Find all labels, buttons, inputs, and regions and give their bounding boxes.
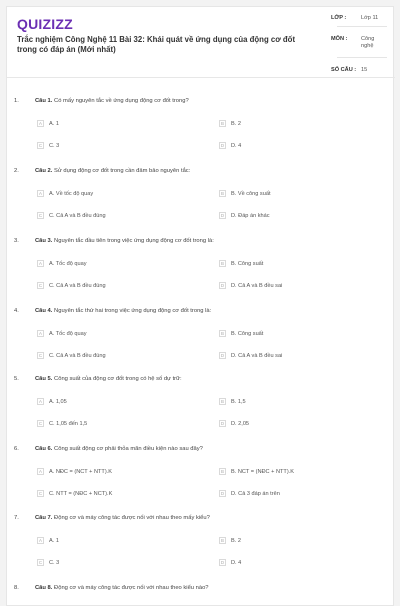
question-text — [35, 585, 209, 591]
option-text: C. Cả A và B đều đúng — [49, 352, 106, 359]
meta-lop-value: Lớp 11 — [361, 15, 379, 21]
option-a[interactable] — [37, 537, 59, 544]
option-text: D. Đáp án khác — [231, 212, 270, 219]
option-text: A. Về tốc độ quay — [49, 190, 94, 197]
question-body: Động cơ và máy công tác được nối với nhau theo mấy kiểu? — [54, 515, 210, 521]
option-a[interactable] — [37, 190, 93, 197]
option-text: D. Cả 3 đáp án trên — [231, 490, 280, 497]
option-d[interactable] — [219, 142, 241, 149]
option-c[interactable] — [37, 212, 106, 219]
option-text: A. 1 — [49, 537, 59, 544]
option-letter-box: D — [220, 353, 225, 358]
option-letter-box: D — [220, 143, 225, 148]
option-letter-box: D — [220, 283, 225, 288]
option-letter-box: B — [219, 398, 226, 405]
option-letter-box: A — [37, 537, 44, 544]
question-body: Nguyên tắc đầu tiên trong việc ứng dụng động cơ đốt trong là: — [54, 238, 214, 244]
option-d[interactable] — [219, 420, 249, 427]
question-number: 3. — [14, 238, 19, 244]
option-b[interactable] — [219, 260, 263, 267]
option-text: B. 1,5 — [231, 398, 246, 405]
option-letter-box: B — [219, 537, 226, 544]
option-text: B. 2 — [231, 537, 241, 544]
worksheet-title: Trắc nghiệm Công Nghệ 11 Bài 32: Khái quát về ứng dụng của động cơ đốt trong có đáp án (Mới nhất) — [17, 35, 296, 54]
option-text: A. 1 — [49, 120, 59, 127]
option-letter-box: C — [38, 491, 43, 496]
option-b[interactable] — [219, 120, 241, 127]
question-number: 2. — [14, 168, 19, 174]
option-b[interactable] — [219, 537, 241, 544]
option-letter-box: C — [38, 353, 43, 358]
option-text: C. NTT = (NĐC + NCT).K — [49, 490, 113, 497]
meta-socau — [331, 67, 387, 77]
option-letter-box: B — [219, 260, 226, 267]
option-b[interactable] — [219, 190, 271, 197]
option-text: A. 1,05 — [49, 398, 67, 405]
question-number: 8. — [14, 585, 19, 591]
option-c[interactable] — [37, 559, 59, 566]
question-text — [35, 446, 203, 452]
option-text: B. Về công suất — [231, 190, 271, 197]
option-letter-box: B — [219, 330, 226, 337]
option-text: D. Cả A và B đều sai — [231, 282, 283, 289]
option-text: A. Tốc độ quay — [49, 330, 87, 337]
option-text: D. 4 — [231, 142, 242, 149]
question-number: 7. — [14, 515, 19, 521]
question-list — [7, 77, 395, 591]
question-text — [35, 308, 211, 314]
option-letter-box: C — [38, 283, 43, 288]
question-label: Câu 3. — [35, 238, 53, 244]
option-a[interactable] — [37, 468, 112, 475]
option-c[interactable] — [37, 282, 106, 289]
option-letter-box: D — [220, 213, 225, 218]
option-a[interactable] — [37, 260, 87, 267]
option-text: C. 1,05 đến 1,5 — [49, 420, 88, 427]
question-label: Câu 7. — [35, 515, 53, 521]
question-label: Câu 1. — [35, 98, 53, 104]
option-text: B. Công suất — [231, 330, 264, 337]
question-body: Động cơ và máy công tác được nối với nhau theo kiểu nào? — [54, 585, 209, 591]
document-page — [6, 6, 394, 606]
question-number: 5. — [14, 376, 19, 382]
question-text — [35, 515, 210, 521]
question-number: 6. — [14, 446, 19, 452]
option-text: B. Công suất — [231, 260, 264, 267]
meta-divider — [337, 26, 387, 27]
question-label: Câu 8. — [35, 585, 53, 591]
option-b[interactable] — [219, 468, 294, 475]
option-letter-box: D — [220, 421, 225, 426]
option-c[interactable] — [37, 142, 59, 149]
option-text: C. Cả A và B đều đúng — [49, 282, 106, 289]
question-label: Câu 4. — [35, 308, 53, 314]
option-letter-box: A — [37, 330, 44, 337]
meta-socau-label: SỐ CÂU : — [331, 67, 357, 73]
option-b[interactable] — [219, 330, 263, 337]
meta-divider — [337, 57, 387, 58]
option-d[interactable] — [219, 352, 282, 359]
option-d[interactable] — [219, 559, 241, 566]
option-letter-box: C — [38, 560, 43, 565]
option-text: B. 2 — [231, 120, 241, 127]
question-number: 4. — [14, 308, 19, 314]
option-text: D. 4 — [231, 559, 242, 566]
question-label: Câu 5. — [35, 376, 53, 382]
option-text: C. Cả A và B đều đúng — [49, 212, 106, 219]
option-a[interactable] — [37, 398, 67, 405]
option-letter-box: A — [37, 190, 44, 197]
question-body: Sử dụng động cơ đốt trong cần đảm bảo nguyên tắc: — [54, 168, 191, 174]
question-body: Công suất của động cơ đốt trong có hệ số dự trữ: — [54, 376, 182, 382]
option-text: B. NCT = (NĐC + NTT).K — [231, 468, 294, 475]
option-letter-box: D — [220, 560, 225, 565]
option-letter-box: A — [37, 398, 44, 405]
question-label: Câu 2. — [35, 168, 53, 174]
meta-mon-label: MÔN : — [331, 36, 348, 42]
option-text: C. 3 — [49, 559, 60, 566]
question-number: 1. — [14, 98, 19, 104]
option-c[interactable] — [37, 490, 112, 497]
meta-lop-label: LỚP : — [331, 15, 347, 21]
option-d[interactable] — [219, 490, 280, 497]
option-letter-box: D — [220, 491, 225, 496]
question-body: Công suất động cơ phải thỏa mãn điều kiện nào sau đây? — [54, 446, 203, 452]
option-letter-box: C — [38, 213, 43, 218]
meta-mon-value: Công nghệ — [361, 36, 375, 49]
quizizz-logo: QUIZIZZ — [17, 16, 73, 32]
meta-mon — [331, 36, 387, 58]
option-c[interactable] — [37, 420, 87, 427]
option-letter-box: C — [38, 421, 43, 426]
question-body: Nguyên tắc thứ hai trong việc ứng dụng động cơ đốt trong là: — [54, 308, 212, 314]
option-text: D. Cả A và B đều sai — [231, 352, 283, 359]
option-letter-box: A — [37, 260, 44, 267]
option-text: D. 2,05 — [231, 420, 250, 427]
option-letter-box: B — [219, 120, 226, 127]
meta-socau-value: 15 — [361, 67, 368, 73]
option-a[interactable] — [37, 120, 59, 127]
option-c[interactable] — [37, 352, 106, 359]
question-text — [35, 238, 214, 244]
option-d[interactable] — [219, 212, 270, 219]
option-d[interactable] — [219, 282, 282, 289]
option-letter-box: A — [37, 120, 44, 127]
option-text: A. NĐC = (NCT + NTT).K — [49, 468, 112, 475]
option-text: C. 3 — [49, 142, 60, 149]
worksheet-header — [7, 7, 393, 77]
question-text — [35, 376, 182, 382]
option-a[interactable] — [37, 330, 87, 337]
question-text — [35, 98, 189, 104]
question-body: Có mấy nguyên tắc về ứng dụng động cơ đốt trong? — [54, 98, 189, 104]
option-letter-box: C — [38, 143, 43, 148]
option-b[interactable] — [219, 398, 246, 405]
question-text — [35, 168, 190, 174]
option-text: A. Tốc độ quay — [49, 260, 87, 267]
option-letter-box: B — [219, 468, 226, 475]
question-label: Câu 6. — [35, 446, 53, 452]
option-letter-box: B — [219, 190, 226, 197]
option-letter-box: A — [37, 468, 44, 475]
